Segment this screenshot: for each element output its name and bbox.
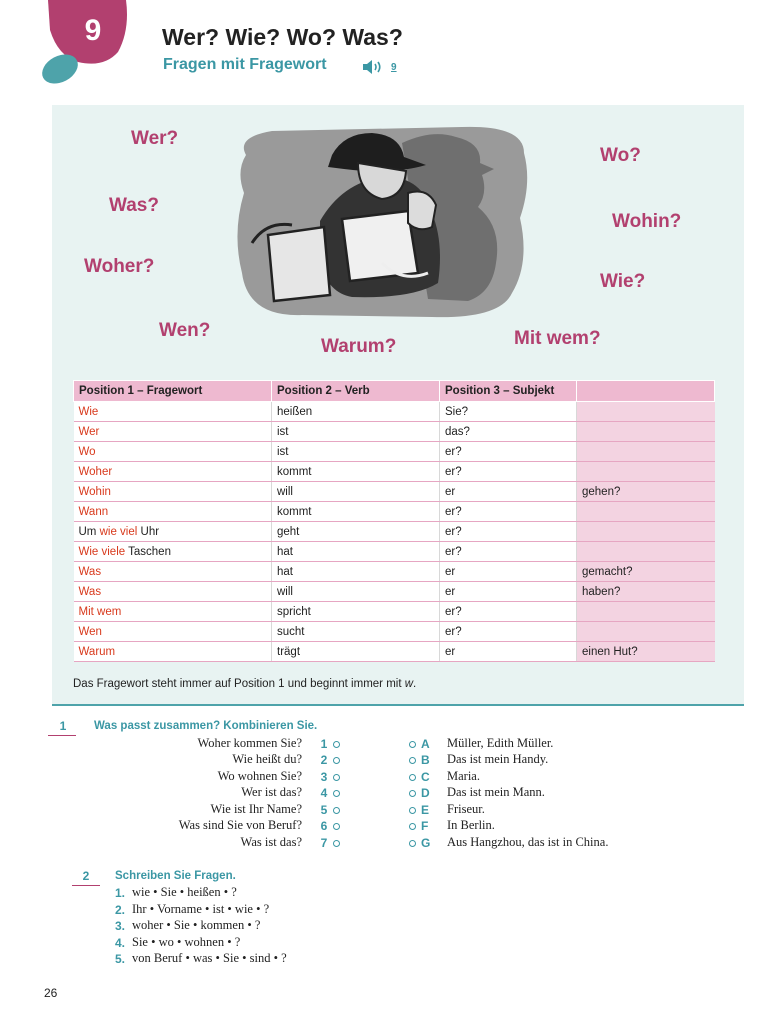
table-row: [74, 442, 715, 462]
end-cell: [577, 622, 715, 642]
item-number: 3.: [115, 919, 126, 933]
match-point-left[interactable]: [333, 807, 340, 814]
match-point-left[interactable]: [333, 741, 340, 748]
question-word: Was?: [109, 195, 159, 216]
exercise-answer: Friseur.: [447, 802, 485, 816]
question-number: 5: [320, 803, 328, 817]
match-point-right[interactable]: [409, 741, 416, 748]
verb-cell: will: [272, 482, 440, 502]
subject-cell: Sie?: [440, 402, 577, 422]
question-word-cell: Wo: [74, 442, 272, 462]
answer-letter: B: [421, 753, 430, 767]
verb-cell: geht: [272, 522, 440, 542]
table-header-row: [74, 381, 715, 402]
table-row: [74, 642, 715, 662]
column-header: Position 2 – Verb: [272, 381, 440, 402]
audio-button[interactable]: [362, 57, 397, 77]
table-row: [74, 522, 715, 542]
table-row: [74, 562, 715, 582]
match-point-right[interactable]: [409, 757, 416, 764]
end-cell: [577, 442, 715, 462]
verb-cell: will: [272, 582, 440, 602]
exercise-prompt: Ihr • Vorname • ist • wie • ?: [132, 902, 270, 916]
question-number: 3: [320, 770, 328, 784]
exercise-question: Wer ist das?: [241, 785, 302, 799]
end-cell: gehen?: [577, 482, 715, 502]
exercise-question: Was ist das?: [240, 835, 302, 849]
exercise-prompt: von Beruf • was • Sie • sind • ?: [132, 951, 287, 965]
chapter-badge: [0, 0, 140, 95]
subject-cell: er?: [440, 522, 577, 542]
verb-cell: spricht: [272, 602, 440, 622]
match-point-left[interactable]: [333, 840, 340, 847]
column-header: Position 3 – Subjekt: [440, 381, 577, 402]
question-word: Wen?: [159, 320, 211, 341]
match-point-right[interactable]: [409, 790, 416, 797]
grammar-table: [73, 380, 715, 662]
question-word-cell: Wohin: [74, 482, 272, 502]
exercise-title: Schreiben Sie Fragen.: [115, 870, 236, 882]
question-word-cell: Was: [74, 562, 272, 582]
subject-cell: er: [440, 482, 577, 502]
end-cell: [577, 602, 715, 622]
end-cell: [577, 502, 715, 522]
exercise-answer: Das ist mein Mann.: [447, 785, 545, 799]
column-header: Position 1 – Fragewort: [74, 381, 272, 402]
question-word-cell: Wer: [74, 422, 272, 442]
detective-illustration: [232, 123, 532, 321]
verb-cell: sucht: [272, 622, 440, 642]
verb-cell: heißen: [272, 402, 440, 422]
table-row: [74, 422, 715, 442]
answer-letter: C: [421, 770, 430, 784]
table-row: [74, 542, 715, 562]
subject-cell: er: [440, 642, 577, 662]
table-row: [74, 462, 715, 482]
question-word-cell: Wie viele Taschen: [74, 542, 272, 562]
exercise-answer: Das ist mein Handy.: [447, 752, 549, 766]
match-point-right[interactable]: [409, 840, 416, 847]
table-row: [74, 502, 715, 522]
question-word-cell: Mit wem: [74, 602, 272, 622]
question-number: 1: [320, 737, 328, 751]
question-word-cell: Wie: [74, 402, 272, 422]
end-cell: einen Hut?: [577, 642, 715, 662]
table-row: [74, 402, 715, 422]
question-word-cell: Um wie viel Uhr: [74, 522, 272, 542]
question-word-cell: Was: [74, 582, 272, 602]
answer-letter: D: [421, 786, 430, 800]
column-header: [577, 381, 715, 402]
item-number: 5.: [115, 952, 126, 966]
subject-cell: er?: [440, 622, 577, 642]
question-word: Warum?: [321, 336, 397, 357]
exercise-answer: Maria.: [447, 769, 480, 783]
question-word: Wer?: [131, 128, 179, 149]
table-row: [74, 602, 715, 622]
page-subtitle: Fragen mit Fragewort: [163, 56, 327, 73]
speaker-icon: [362, 59, 384, 75]
match-point-left[interactable]: [333, 757, 340, 764]
exercise-answer: Aus Hangzhou, das ist in China.: [447, 835, 609, 849]
match-point-right[interactable]: [409, 823, 416, 830]
exercise-number: 2: [82, 869, 90, 883]
question-word-cell: Woher: [74, 462, 272, 482]
end-cell: gemacht?: [577, 562, 715, 582]
item-number: 1.: [115, 886, 126, 900]
question-number: 2: [320, 753, 328, 767]
question-word: Wo?: [600, 145, 641, 166]
question-word-cell: Wen: [74, 622, 272, 642]
exercise-prompt: Sie • wo • wohnen • ?: [132, 935, 241, 949]
subject-cell: das?: [440, 422, 577, 442]
question-number: 4: [320, 786, 328, 800]
question-word: Mit wem?: [514, 328, 601, 349]
subject-cell: er?: [440, 602, 577, 622]
verb-cell: hat: [272, 562, 440, 582]
exercise-prompt: woher • Sie • kommen • ?: [132, 918, 261, 932]
end-cell: [577, 422, 715, 442]
verb-cell: kommt: [272, 462, 440, 482]
end-cell: [577, 522, 715, 542]
subject-cell: er?: [440, 502, 577, 522]
end-cell: [577, 462, 715, 482]
subject-cell: er: [440, 582, 577, 602]
subject-cell: er?: [440, 542, 577, 562]
match-point-left[interactable]: [333, 790, 340, 797]
table-row: [74, 582, 715, 602]
audio-track-number: 9: [391, 61, 397, 73]
exercise-number-underline: [48, 735, 76, 736]
match-point-left[interactable]: [333, 823, 340, 830]
question-word: Wie?: [600, 271, 646, 292]
question-word: Wohin?: [612, 211, 682, 232]
exercise-answer: Müller, Edith Müller.: [447, 736, 554, 750]
exercise-question: Wo wohnen Sie?: [217, 769, 302, 783]
verb-cell: ist: [272, 422, 440, 442]
exercise-question: Wie heißt du?: [232, 752, 302, 766]
question-number: 6: [320, 819, 328, 833]
end-cell: [577, 402, 715, 422]
chapter-number: 9: [84, 14, 102, 47]
answer-letter: F: [421, 819, 429, 833]
match-point-right[interactable]: [409, 774, 416, 781]
exercise-title: Was passt zusammen? Kombinieren Sie.: [94, 720, 318, 732]
question-number: 7: [320, 836, 328, 850]
match-point-left[interactable]: [333, 774, 340, 781]
verb-cell: trägt: [272, 642, 440, 662]
panel-divider: [52, 704, 744, 706]
exercise-number: 1: [59, 719, 67, 733]
verb-cell: kommt: [272, 502, 440, 522]
exercise-question: Was sind Sie von Beruf?: [178, 818, 302, 832]
answer-letter: A: [421, 737, 430, 751]
table-row: [74, 622, 715, 642]
subject-cell: er?: [440, 442, 577, 462]
exercise-question: Woher kommen Sie?: [197, 736, 302, 750]
match-point-right[interactable]: [409, 807, 416, 814]
item-number: 2.: [115, 903, 126, 917]
exercise-answer: In Berlin.: [447, 818, 495, 832]
item-number: 4.: [115, 936, 126, 950]
question-word-cell: Warum: [74, 642, 272, 662]
verb-cell: ist: [272, 442, 440, 462]
exercise-number-underline: [72, 885, 100, 886]
verb-cell: hat: [272, 542, 440, 562]
page-number: 26: [44, 986, 58, 1000]
end-cell: [577, 542, 715, 562]
question-word: Woher?: [84, 256, 155, 277]
subject-cell: er?: [440, 462, 577, 482]
answer-letter: E: [421, 803, 430, 817]
end-cell: haben?: [577, 582, 715, 602]
exercise-prompt: wie • Sie • heißen • ?: [132, 885, 237, 899]
subject-cell: er: [440, 562, 577, 582]
answer-letter: G: [421, 836, 431, 850]
table-row: [74, 482, 715, 502]
grammar-note: Das Fragewort steht immer auf Position 1 und beginnt immer mit w.: [73, 678, 417, 690]
question-word-cell: Wann: [74, 502, 272, 522]
exercise-question: Wie ist Ihr Name?: [210, 802, 302, 816]
page-title: Wer? Wie? Wo? Was?: [162, 24, 403, 50]
